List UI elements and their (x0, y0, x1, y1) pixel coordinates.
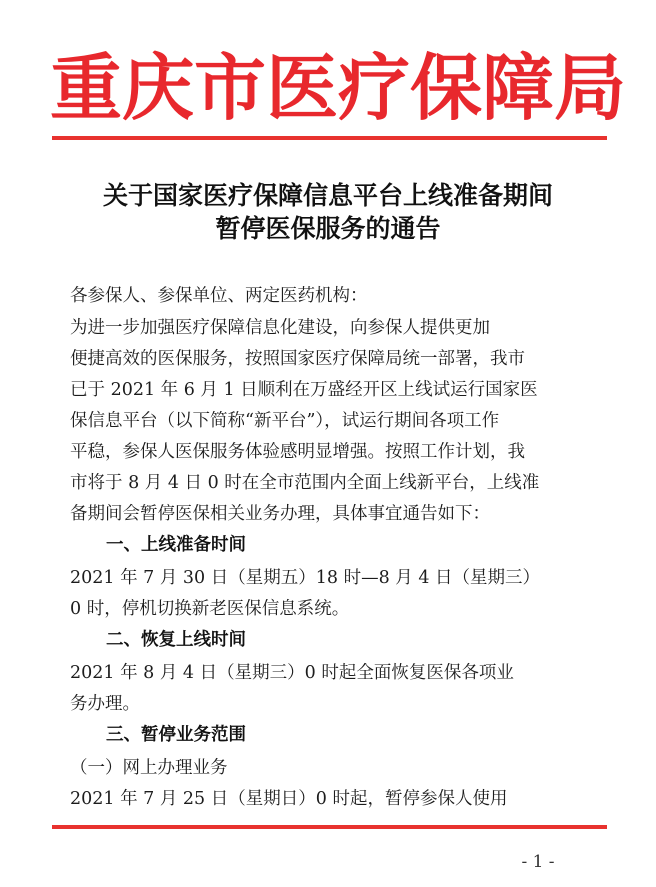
letterhead-red-rule (52, 136, 607, 140)
intro-line: 已于 2021 年 6 月 1 日顺利在万盛经开区上线试运行国家医 (70, 380, 538, 400)
section2-line: 务办理。 (70, 694, 140, 714)
section1-line: 2021 年 7 月 30 日（星期五）18 时—8 月 4 日（星期三） (70, 568, 541, 588)
notice-title-line-2: 暂停医保服务的通告 (215, 214, 441, 243)
notice-title-line-1: 关于国家医疗保障信息平台上线准备期间 (102, 181, 553, 210)
section1-line: 0 时，停机切换新老医保信息系统。 (70, 599, 350, 619)
salutation: 各参保人、参保单位、两定医药机构： (70, 286, 368, 306)
section-heading-restore: 二、恢复上线时间 (106, 630, 246, 650)
issuer-letterhead: 重庆市医疗保障局 (50, 46, 627, 130)
section-heading-launch-prep: 一、上线准备时间 (106, 535, 246, 555)
intro-line: 备期间会暂停医保相关业务办理，具体事宜通告如下： (70, 504, 490, 524)
section3-line: 2021 年 7 月 25 日（星期日）0 时起，暂停参保人使用 (70, 789, 508, 809)
footer-red-rule (52, 825, 607, 829)
intro-line: 保信息平台（以下简称“新平台”），试运行期间各项工作 (70, 411, 500, 431)
page-number: - 1 - (521, 852, 555, 872)
section-heading-suspended-scope: 三、暂停业务范围 (106, 725, 246, 745)
intro-line: 平稳，参保人医保服务体验感明显增强。按照工作计划，我 (70, 442, 525, 462)
intro-line: 为进一步加强医疗保障信息化建设，向参保人提供更加 (70, 318, 490, 338)
section3-subheading: （一）网上办理业务 (70, 758, 228, 778)
section2-line: 2021 年 8 月 4 日（星期三）0 时起全面恢复医保各项业 (70, 663, 514, 683)
intro-line: 市将于 8 月 4 日 0 时在全市范围内全面上线新平台，上线准 (70, 473, 540, 493)
intro-line: 便捷高效的医保服务，按照国家医疗保障局统一部署，我市 (70, 349, 525, 369)
